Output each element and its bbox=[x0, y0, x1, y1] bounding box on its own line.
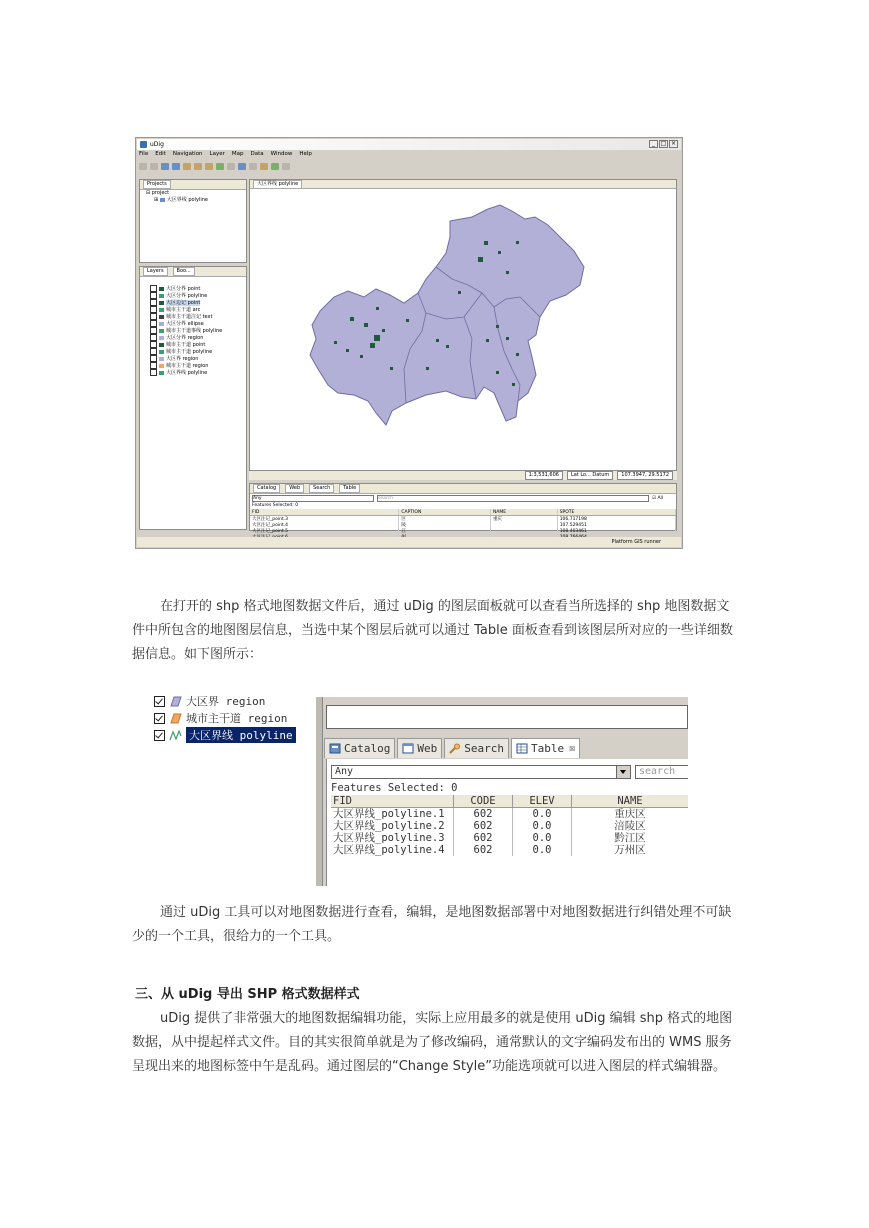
filter-select[interactable]: Any bbox=[252, 495, 374, 502]
table-panel-crop bbox=[316, 697, 688, 886]
coords-field: 107.3947, 29.5172 bbox=[617, 471, 673, 480]
table-row[interactable] bbox=[331, 844, 688, 856]
map-view[interactable] bbox=[249, 179, 677, 471]
menu-layer[interactable]: Layer bbox=[209, 151, 225, 157]
tab-table[interactable]: Table ☒ bbox=[511, 738, 580, 758]
tree-project[interactable]: ⊟ project bbox=[146, 190, 170, 196]
tab-web[interactable]: Web bbox=[397, 738, 442, 758]
layer-checkbox[interactable] bbox=[150, 313, 157, 320]
region-symbol-icon bbox=[169, 713, 182, 724]
layer-symbol-icon bbox=[159, 315, 164, 319]
layer-symbol-icon bbox=[159, 329, 164, 333]
layer-symbol-icon bbox=[159, 371, 164, 375]
col-name[interactable]: NAME bbox=[490, 509, 557, 516]
save-icon[interactable] bbox=[150, 163, 158, 170]
region-map bbox=[310, 205, 584, 425]
table-row[interactable] bbox=[331, 808, 688, 821]
col-fid[interactable]: FID bbox=[331, 795, 454, 808]
tree-map[interactable]: ⊞ 大区界线 polyline bbox=[154, 197, 208, 203]
menu-map[interactable]: Map bbox=[231, 151, 244, 157]
table-cell: 大区界线_polyline.2 bbox=[331, 820, 454, 832]
filter-row bbox=[331, 764, 688, 779]
dropdown-arrow-icon[interactable] bbox=[616, 766, 630, 778]
layer-item[interactable] bbox=[140, 348, 246, 355]
web-icon bbox=[402, 743, 414, 754]
layer-item[interactable] bbox=[140, 285, 246, 292]
layer-checkbox[interactable] bbox=[150, 320, 157, 327]
layer-item[interactable] bbox=[140, 369, 246, 376]
layer-label: 大区界 region bbox=[186, 695, 266, 708]
table-cell: 大区注记_point.5 bbox=[250, 528, 399, 534]
attribute-table bbox=[331, 795, 688, 856]
layer-item[interactable] bbox=[140, 299, 246, 306]
tab-bookmarks[interactable]: Boo... bbox=[173, 267, 195, 276]
col-code[interactable]: CODE bbox=[454, 795, 513, 808]
layer-checkbox[interactable] bbox=[150, 285, 157, 292]
layer-checkbox[interactable] bbox=[150, 355, 157, 362]
projects-panel bbox=[139, 179, 247, 263]
tab-catalog[interactable]: Catalog bbox=[253, 484, 280, 493]
catalog-icon bbox=[329, 743, 341, 754]
zoom-out-icon[interactable] bbox=[205, 163, 213, 170]
table-row[interactable] bbox=[331, 820, 688, 832]
menu-navigation[interactable]: Navigation bbox=[172, 151, 203, 157]
search-icon bbox=[449, 743, 461, 754]
features-selected: Features Selected: 0 bbox=[252, 503, 299, 508]
layer-symbol-icon bbox=[159, 294, 164, 298]
table-cell: 大区界线_polyline.3 bbox=[331, 832, 454, 844]
layer-label: 大区界 region bbox=[166, 356, 199, 362]
table-cell: 0.0 bbox=[513, 820, 572, 832]
table-cell: 107.529451 bbox=[557, 522, 675, 528]
layer-symbol-icon bbox=[159, 343, 164, 347]
table-cell: 108.403461 bbox=[557, 528, 675, 534]
layers-panel bbox=[139, 266, 247, 530]
layer-item[interactable] bbox=[140, 362, 246, 369]
pan-icon[interactable] bbox=[183, 163, 191, 170]
table-cell: 重庆区 bbox=[572, 808, 689, 821]
layer-label: 大区边记 point bbox=[166, 300, 201, 306]
table-cell: 涪陵区 bbox=[572, 820, 689, 832]
layer-item[interactable] bbox=[140, 327, 246, 334]
filter-select[interactable]: Any bbox=[331, 765, 631, 779]
layers-detail-crop bbox=[142, 695, 312, 750]
layer-label: 城市主干道 polyline bbox=[166, 349, 213, 355]
table-cell: 重庆 bbox=[490, 516, 557, 523]
layer-label: 大区分界 ellipse bbox=[166, 321, 204, 327]
col-fid[interactable]: FID bbox=[250, 509, 399, 516]
status-text: Platform GIS runner bbox=[611, 539, 661, 545]
menu-data[interactable]: Data bbox=[250, 151, 264, 157]
crs-field[interactable]: Lat Lo... Datum bbox=[567, 471, 613, 480]
table-cell: 0.0 bbox=[513, 832, 572, 844]
tab-catalog[interactable]: Catalog bbox=[324, 738, 395, 758]
layer-symbol-icon bbox=[159, 308, 164, 312]
all-checkbox[interactable]: ☑ All bbox=[652, 496, 664, 501]
layer-label: 城市主干道 region bbox=[186, 712, 288, 725]
redo-icon[interactable] bbox=[172, 163, 180, 170]
section-heading: 三、从 uDig 导出 SHP 格式数据样式 bbox=[135, 987, 360, 1002]
table-cell: 602 bbox=[454, 808, 513, 821]
table-cell: 大区界线_polyline.4 bbox=[331, 844, 454, 856]
layer-label: 城市主干道 point bbox=[166, 342, 206, 348]
layer-checkbox[interactable] bbox=[150, 306, 157, 313]
table-cell: 602 bbox=[454, 820, 513, 832]
select-icon[interactable] bbox=[238, 163, 246, 170]
layers-list bbox=[140, 285, 246, 376]
layer-item[interactable] bbox=[140, 292, 246, 299]
stop-icon[interactable] bbox=[227, 163, 235, 170]
paragraph-layers-table: 在打开的 shp 格式地图数据文件后，通过 uDig 的图层面板就可以查看当所选择的 shp 地图数据文件中所包含的地图图层信息，当选中某个图层后就可以通过 Table 面板查看到该图层所对应的一些详细数据信息。如下图所示： bbox=[132, 599, 733, 662]
layer-checkbox[interactable] bbox=[150, 341, 157, 348]
table-cell: 106.717198 bbox=[557, 516, 675, 523]
table-row[interactable] bbox=[331, 832, 688, 844]
measure-icon[interactable] bbox=[282, 163, 290, 170]
layer-label: 城市主干道 region bbox=[166, 363, 209, 369]
udig-app-icon bbox=[140, 141, 147, 148]
layer-checkbox[interactable] bbox=[154, 696, 165, 707]
search-input[interactable]: search bbox=[377, 495, 649, 502]
new-icon[interactable] bbox=[139, 163, 147, 170]
map-canvas[interactable] bbox=[250, 189, 676, 471]
map-statusbar bbox=[249, 471, 677, 480]
close-tab-icon[interactable]: ☒ bbox=[569, 743, 576, 754]
undo-icon[interactable] bbox=[161, 163, 169, 170]
menu-file[interactable]: File bbox=[139, 151, 149, 157]
layer-checkbox[interactable] bbox=[150, 369, 157, 376]
tab-search[interactable]: Search bbox=[444, 738, 509, 758]
table-cell: 区 bbox=[399, 516, 491, 523]
menu-edit[interactable]: Edit bbox=[155, 151, 166, 157]
table-cell: 大区界线_polyline.1 bbox=[331, 808, 454, 821]
features-selected: Features Selected: 0 bbox=[331, 782, 458, 794]
zoom-in-icon[interactable] bbox=[194, 163, 202, 170]
table-cell: 602 bbox=[454, 832, 513, 844]
info-icon[interactable] bbox=[249, 163, 257, 170]
layer-symbol-icon bbox=[159, 287, 164, 291]
layer-checkbox[interactable] bbox=[150, 327, 157, 334]
layer-checkbox[interactable] bbox=[150, 362, 157, 369]
tab-search[interactable]: Search bbox=[309, 484, 334, 493]
table-cell: 602 bbox=[454, 844, 513, 856]
window-controls bbox=[649, 140, 678, 148]
layer-item[interactable] bbox=[140, 313, 246, 320]
table-cell: 万州区 bbox=[572, 844, 689, 856]
edit-icon[interactable] bbox=[260, 163, 268, 170]
polyline-symbol-icon bbox=[169, 730, 182, 741]
layer-symbol-icon bbox=[159, 301, 164, 305]
minimize-icon[interactable]: _ bbox=[649, 140, 658, 148]
layer-symbol-icon bbox=[159, 350, 164, 354]
maximize-icon[interactable]: □ bbox=[660, 140, 667, 147]
col-spote[interactable]: SPOTE bbox=[557, 509, 675, 516]
layer-symbol-icon bbox=[159, 357, 164, 361]
scale-field[interactable]: 1:3,531,606 bbox=[525, 471, 563, 480]
menu-window[interactable]: Window bbox=[270, 151, 293, 157]
map-area-edge bbox=[326, 705, 688, 729]
layer-symbol-icon bbox=[159, 336, 164, 340]
layer-item[interactable] bbox=[140, 355, 246, 362]
table-cell: 黔江区 bbox=[572, 832, 689, 844]
layer-label: 城市主干道 arc bbox=[166, 307, 201, 313]
layer-label: 大区分界 point bbox=[166, 286, 201, 292]
menu-help[interactable]: Help bbox=[299, 151, 312, 157]
tab-projects[interactable]: Projects bbox=[143, 180, 171, 189]
layer-checkbox[interactable] bbox=[150, 299, 157, 306]
layer-row-selected[interactable] bbox=[142, 727, 296, 743]
layer-label: 大区界线 polyline bbox=[186, 727, 296, 743]
tab-table[interactable]: Table bbox=[339, 484, 360, 493]
tab-layers[interactable]: Layers bbox=[143, 267, 168, 276]
layer-checkbox[interactable] bbox=[150, 334, 157, 341]
layer-label: 大区分界 region bbox=[166, 335, 204, 341]
col-name[interactable]: NAME bbox=[572, 795, 689, 808]
tab-web[interactable]: Web bbox=[285, 484, 304, 493]
col-elev[interactable]: ELEV bbox=[513, 795, 572, 808]
search-input[interactable]: search bbox=[635, 765, 688, 779]
paragraph-export-style: uDig 提供了非常强大的地图数据编辑功能，实际上应用最多的就是使用 uDig 编辑 shp 格式的地图数据，从中提起样式文件。目的其实很简单就是为了修改编码，通常默认的文字编码发布出的 WMS 服务呈现出来的地图标签中午是乱码。通过图层的“Change Style”功能选项就可以进入图层的样式编辑器。 bbox=[132, 1011, 733, 1074]
close-icon[interactable]: × bbox=[670, 140, 677, 147]
window-title: uDig bbox=[150, 141, 164, 148]
layer-item[interactable] bbox=[140, 320, 246, 327]
layer-label: 城市主干道事线 polyline bbox=[166, 328, 223, 334]
layer-row[interactable] bbox=[142, 710, 287, 726]
layer-checkbox[interactable] bbox=[154, 730, 165, 741]
table-cell: 陵 bbox=[399, 522, 491, 528]
paragraph-tool-summary: 通过 uDig 工具可以对地图数据进行查看，编辑，是地图数据部署中对地图数据进行纠错处理不可缺少的一个工具，很给力的一个工具。 bbox=[132, 905, 732, 944]
menu-bar bbox=[139, 151, 312, 160]
layer-label: 大区界线 polyline bbox=[166, 370, 208, 376]
table-icon bbox=[516, 743, 528, 754]
col-caption[interactable]: CAPTION bbox=[399, 509, 491, 516]
table-view bbox=[326, 759, 688, 886]
table-cell: 0.0 bbox=[513, 808, 572, 821]
layer-checkbox[interactable] bbox=[150, 348, 157, 355]
region-symbol-icon bbox=[169, 696, 182, 707]
layer-item[interactable] bbox=[140, 341, 246, 348]
layer-item[interactable] bbox=[140, 306, 246, 313]
main-toolbar bbox=[139, 161, 679, 171]
region-polygon[interactable] bbox=[310, 205, 584, 425]
table-cell: 江 bbox=[399, 528, 491, 534]
table-panel bbox=[249, 483, 677, 534]
layer-item[interactable] bbox=[140, 334, 246, 341]
table-cell: 大区注记_point.3 bbox=[250, 516, 399, 523]
layer-checkbox[interactable] bbox=[154, 713, 165, 724]
layer-symbol-icon bbox=[159, 322, 164, 326]
layer-symbol-icon bbox=[159, 364, 164, 368]
refresh-icon[interactable] bbox=[216, 163, 224, 170]
panel-splitter[interactable] bbox=[316, 697, 323, 886]
title-bar bbox=[137, 139, 681, 150]
layer-checkbox[interactable] bbox=[150, 292, 157, 299]
layer-row[interactable] bbox=[142, 693, 265, 709]
view-tabs bbox=[324, 737, 688, 759]
table-cell: 大区注记_point.4 bbox=[250, 522, 399, 528]
udig-window-screenshot bbox=[135, 137, 683, 549]
app-statusbar bbox=[137, 537, 681, 547]
tab-map[interactable]: 大区界线 polyline bbox=[253, 180, 302, 189]
layer-label: 大区分界 polyline bbox=[166, 293, 208, 299]
create-icon[interactable] bbox=[271, 163, 279, 170]
layer-label: 城市主干道注记 text bbox=[166, 314, 213, 320]
table-cell: 0.0 bbox=[513, 844, 572, 856]
